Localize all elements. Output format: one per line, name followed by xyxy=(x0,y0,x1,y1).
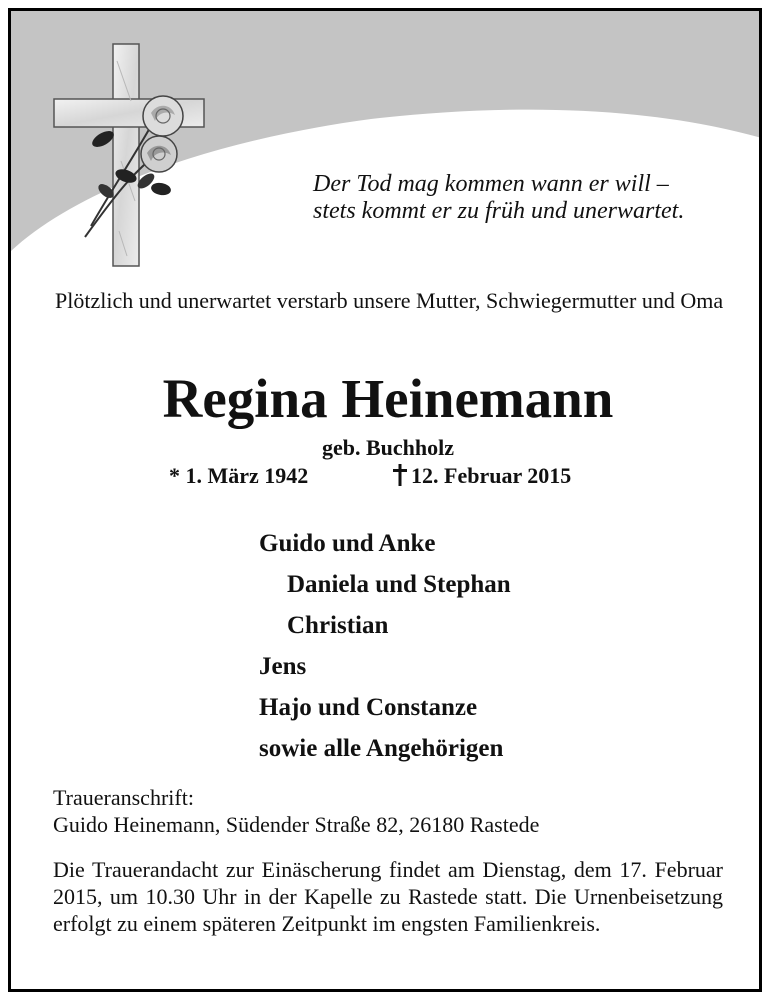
address-line: Guido Heinemann, Südender Straße 82, 26180 Rastede xyxy=(53,812,540,837)
dagger-icon xyxy=(393,464,407,486)
intro-text: Plötzlich und unerwartet verstarb unsere Mutter, Schwiegermutter und Oma xyxy=(55,288,724,313)
family-member: Hajo und Constanze xyxy=(259,694,478,721)
birth-date: * 1. März 1942 xyxy=(169,463,309,488)
deceased-name: Regina Heinemann xyxy=(162,368,614,429)
family-member: Jens xyxy=(259,653,307,680)
quote-line-2: stets kommt er zu früh und unerwartet. xyxy=(313,198,685,224)
family-member: Daniela und Stephan xyxy=(287,571,511,598)
mourning-address xyxy=(53,784,539,838)
death-date-line xyxy=(393,463,571,489)
family-member: Guido und Anke xyxy=(259,530,436,557)
death-date: 12. Februar 2015 xyxy=(411,463,572,488)
obituary-card xyxy=(8,8,762,992)
funeral-notice: Die Trauerandacht zur Einäscherung findet am Dienstag, dem 17. Februar 2015, um 10.30 Uhr in der Kapelle zu Rastede statt. Die Urnenbeisetzung erfolgt zu einem späteren Zeitpunkt im engsten Familienkreis. xyxy=(53,857,723,936)
quote xyxy=(313,171,684,225)
quote-line-1: Der Tod mag kommen wann er will – xyxy=(313,171,669,197)
family-list xyxy=(259,523,511,769)
cross-with-roses-icon xyxy=(51,41,216,271)
address-label: Traueranschrift: xyxy=(53,785,194,810)
maiden-name: geb. Buchholz xyxy=(321,435,455,460)
family-member: sowie alle Angehörigen xyxy=(259,735,504,762)
family-member: Christian xyxy=(287,612,389,639)
